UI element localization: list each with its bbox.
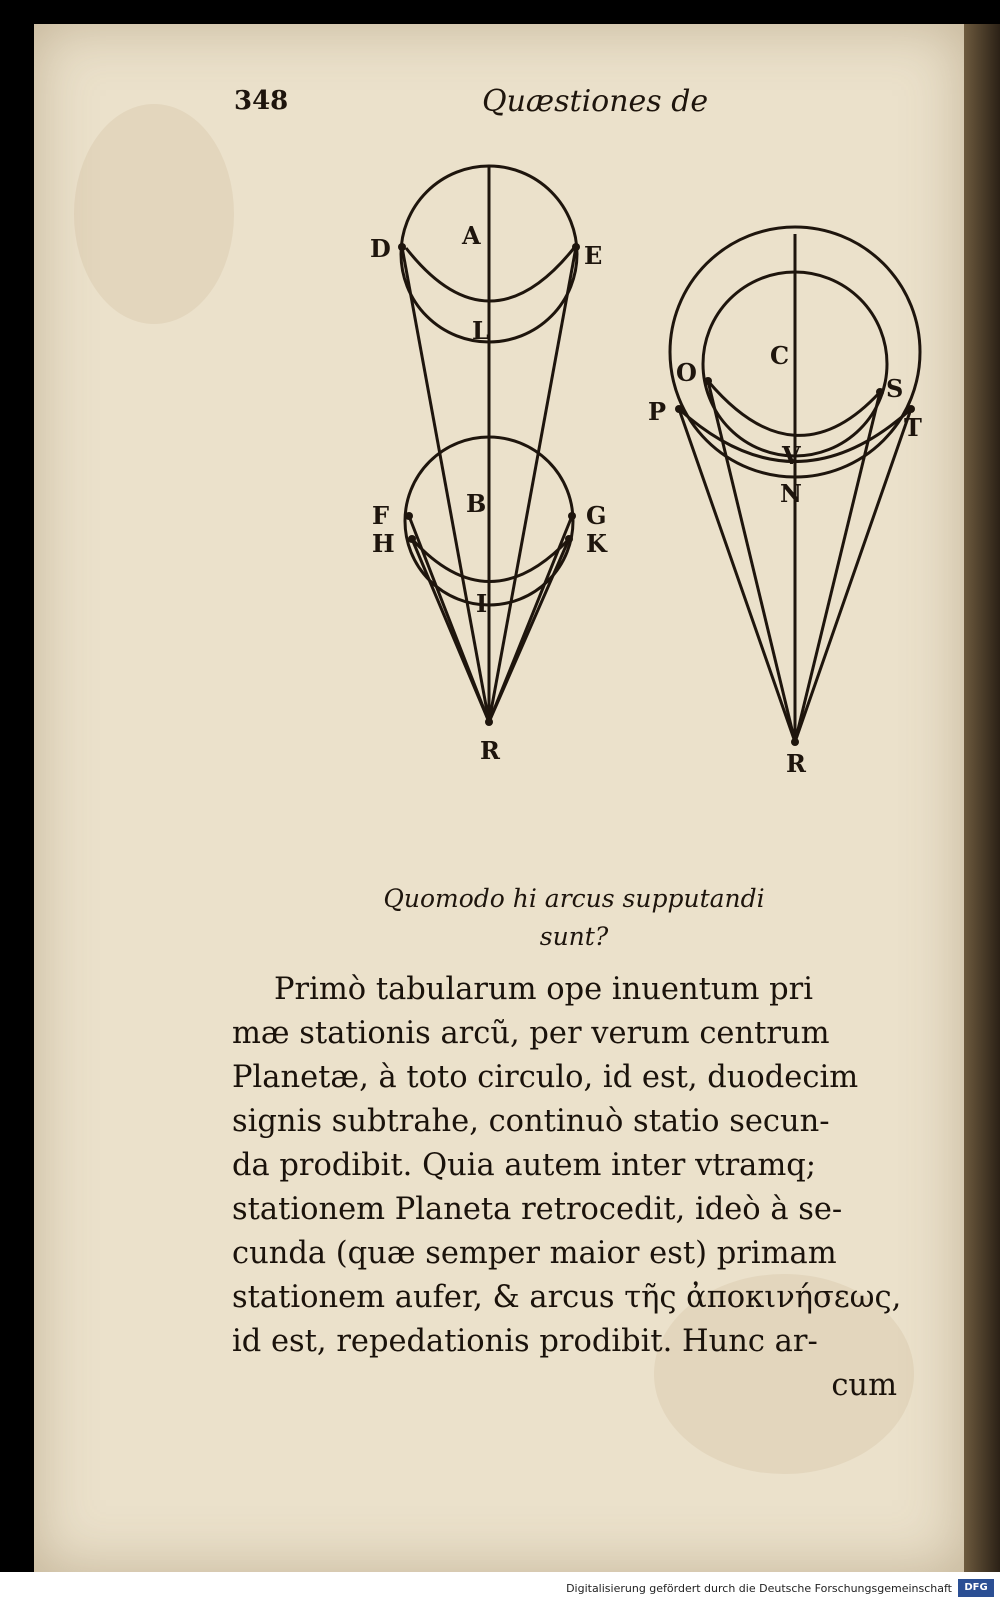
point-r [485, 718, 493, 726]
catchword: cum [831, 1368, 897, 1403]
text-line: mæ stationis arcũ, per verum centrum [232, 1016, 830, 1051]
dfg-logo-icon: DFG [958, 1579, 994, 1597]
text-line: cunda (quæ semper maior est) primam [232, 1236, 837, 1271]
left-figure [370, 166, 608, 765]
label-i: I [476, 589, 488, 618]
page-number: 348 [234, 86, 289, 116]
book-page [34, 24, 964, 1572]
running-head: Quæstiones de [482, 84, 709, 119]
text-line: Primò tabularum ope inuentum pri [274, 972, 813, 1007]
point-k [565, 535, 573, 543]
footer-attribution: Digitalisierung gefördert durch die Deutsche Forschungsgemeinschaft [566, 1582, 952, 1595]
label-l: L [472, 316, 489, 345]
text-line: Planetæ, à toto circulo, id est, duodecim [232, 1060, 859, 1095]
line-k [489, 539, 569, 722]
planetary-stations-diagram [34, 24, 964, 844]
label-f: F [372, 501, 390, 530]
point-h [408, 535, 416, 543]
body-text [232, 968, 902, 1408]
point-t [907, 405, 915, 413]
label-c: C [770, 341, 790, 370]
label-g: G [586, 501, 607, 530]
question-line: Quomodo hi arcus supputandi [383, 884, 765, 913]
question-heading [364, 880, 784, 956]
label-n: N [780, 479, 802, 508]
footer-bar [0, 1572, 1000, 1607]
label-d: D [370, 234, 391, 263]
point-r-right [791, 738, 799, 746]
point-e [572, 243, 580, 251]
label-e: E [584, 241, 603, 270]
label-s: S [886, 374, 904, 403]
text-line: stationem Planeta retrocedit, ideò à se- [232, 1192, 843, 1227]
label-a: A [462, 221, 481, 250]
point-o [704, 377, 712, 385]
line-o [708, 381, 795, 742]
point-g [568, 512, 576, 520]
point-p [675, 405, 683, 413]
tangent-line-e [489, 247, 576, 722]
text-line: signis subtrahe, continuò statio secun- [232, 1104, 830, 1139]
question-line: sunt? [539, 922, 609, 951]
text-line: id est, repedationis prodibit. Hunc ar- [232, 1324, 818, 1359]
label-b: B [466, 489, 487, 518]
line-h [412, 539, 489, 722]
label-v: V [782, 441, 801, 470]
point-f [405, 512, 413, 520]
page-edge-shadow [964, 24, 1000, 1572]
right-figure [648, 227, 922, 778]
label-t: T [904, 413, 922, 442]
text-line: stationem aufer, & arcus τῆς ἀποκινήσεως, [232, 1280, 902, 1315]
label-r-right: R [786, 749, 806, 778]
point-d [398, 243, 406, 251]
point-s [876, 388, 884, 396]
label-h: H [372, 529, 395, 558]
text-line: da prodibit. Quia autem inter vtramq; [232, 1148, 817, 1183]
label-k: K [586, 529, 607, 558]
label-o: O [676, 358, 697, 387]
label-p: P [648, 397, 667, 426]
label-r: R [480, 736, 500, 765]
